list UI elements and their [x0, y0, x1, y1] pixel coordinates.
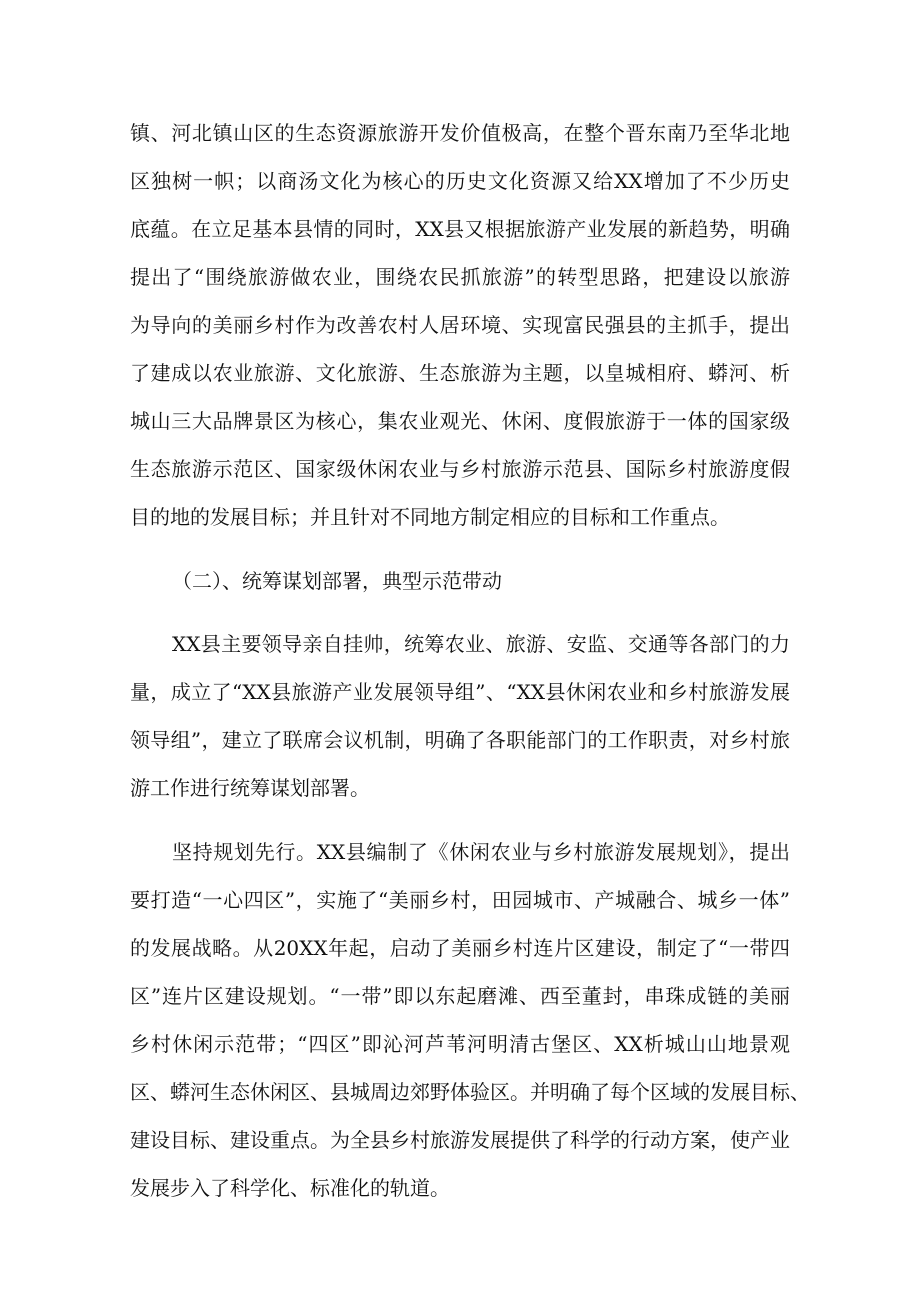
paragraph-line: 区”连片区建设规划。“一带”即以东起磨滩、西至董封，串珠成链的美丽: [130, 984, 790, 1008]
section-heading: （二）、统筹谋划部署，典型示范带动: [172, 569, 502, 593]
paragraph-line: 了建成以农业旅游、文化旅游、生态旅游为主题，以皇城相府、蟒河、析: [130, 361, 790, 385]
paragraph-line: 城山三大品牌景区为核心，集农业观光、休闲、度假旅游于一体的国家级: [130, 409, 790, 433]
paragraph-line: 乡村休闲示范带；“四区”即沁河芦苇河明清古堡区、XX析城山山地景观: [130, 1032, 790, 1056]
paragraph-line: 底蕴。在立足基本县情的同时，XX县又根据旅游产业发展的新趋势，明确: [130, 217, 790, 241]
paragraph-line: 镇、河北镇山区的生态资源旅游开发价值极高，在整个晋东南乃至华北地: [130, 121, 790, 145]
paragraph-line: 的发展战略。从20XX年起，启动了美丽乡村连片区建设，制定了“一带四: [130, 936, 790, 960]
paragraph-line: XX县主要领导亲自挂帅，统筹农业、旅游、安监、交通等各部门的力: [172, 632, 790, 656]
paragraph-line: 领导组”，建立了联席会议机制，明确了各职能部门的工作职责，对乡村旅: [130, 728, 790, 752]
paragraph-line: 发展步入了科学化、标准化的轨道。: [130, 1176, 450, 1200]
paragraph-line: 目的地的发展目标；并且针对不同地方制定相应的目标和工作重点。: [130, 505, 730, 529]
paragraph-line: 游工作进行统筹谋划部署。: [130, 776, 370, 800]
paragraph-line: 提出了“围绕旅游做农业，围绕农民抓旅游”的转型思路，把建设以旅游: [130, 265, 790, 289]
paragraph-line: 为导向的美丽乡村作为改善农村人居环境、实现富民强县的主抓手，提出: [130, 313, 790, 337]
paragraph-line: 生态旅游示范区、国家级休闲农业与乡村旅游示范县、国际乡村旅游度假: [130, 457, 790, 481]
paragraph-line: 要打造“一心四区”，实施了“美丽乡村，田园城市、产城融合、城乡一体”: [130, 888, 790, 912]
paragraph-line: 坚持规划先行。XX县编制了《休闲农业与乡村旅游发展规划》，提出: [172, 840, 790, 864]
paragraph-line: 区、蟒河生态休闲区、县城周边郊野体验区。并明确了每个区域的发展目标、: [130, 1080, 810, 1104]
paragraph-line: 建设目标、建设重点。为全县乡村旅游发展提供了科学的行动方案，使产业: [130, 1128, 790, 1152]
paragraph-line: 量，成立了“XX县旅游产业发展领导组”、“XX县休闲农业和乡村旅游发展: [130, 680, 790, 704]
paragraph-line: 区独树一帜；以商汤文化为核心的历史文化资源又给XX增加了不少历史: [130, 169, 790, 193]
